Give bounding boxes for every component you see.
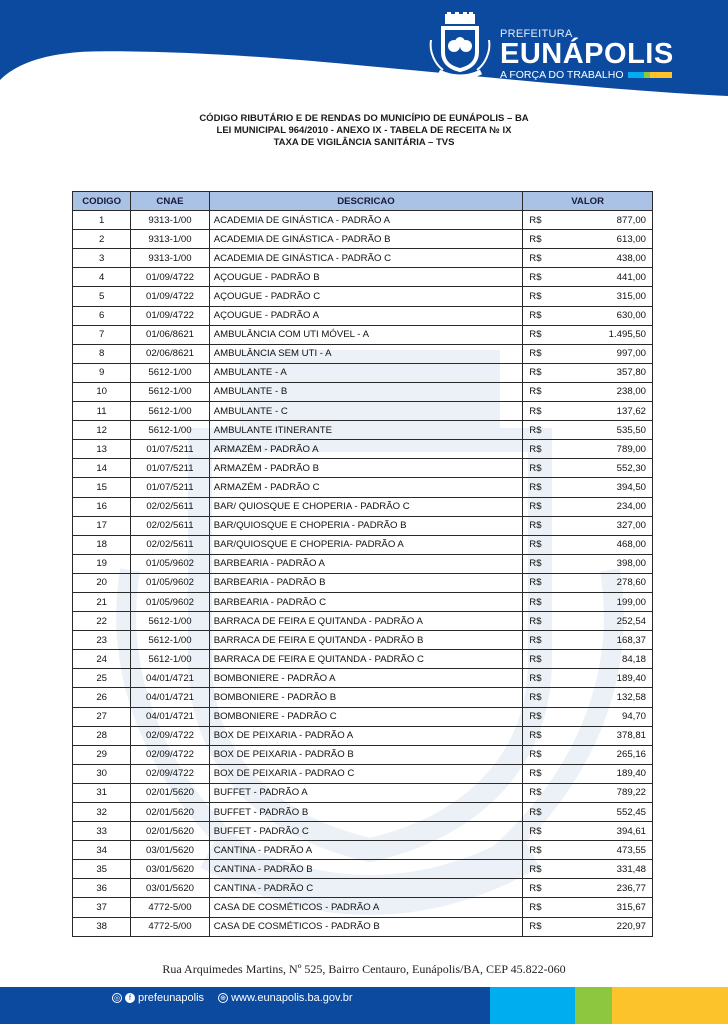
cell-descricao: BARRACA DE FEIRA E QUITANDA - PADRÃO B [209,631,523,650]
amount: 199,00 [616,596,646,608]
cell-valor [523,841,653,860]
cell-codigo: 19 [73,554,131,573]
cell-codigo: 23 [73,631,131,650]
cell-codigo: 24 [73,650,131,669]
table-body [73,211,653,937]
currency-symbol: R$ [529,291,542,303]
table-row [73,745,653,764]
amount: 278,60 [616,577,646,589]
table-row [73,497,653,516]
cell-cnae: 02/01/5620 [131,783,209,802]
cell-descricao: BARBEARIA - PADRÃO C [209,592,523,611]
footer-contacts [112,992,353,1004]
brand-color-bars [628,72,672,78]
cell-valor [523,669,653,688]
cell-codigo: 13 [73,440,131,459]
cell-valor [523,764,653,783]
table-row [73,211,653,230]
footer-cyan-band [490,987,575,1024]
cell-cnae: 01/05/9602 [131,554,209,573]
amount: 189,40 [616,672,646,684]
table-row [73,287,653,306]
cell-descricao: CASA DE COSMÉTICOS - PADRÃO A [209,898,523,917]
currency-symbol: R$ [529,386,542,398]
currency-symbol: R$ [529,329,542,341]
cell-codigo: 14 [73,459,131,478]
cell-cnae: 01/07/5211 [131,459,209,478]
cell-valor [523,650,653,669]
amount: 394,61 [616,825,646,837]
currency-symbol: R$ [529,577,542,589]
cell-codigo: 8 [73,344,131,363]
currency-symbol: R$ [529,214,542,226]
cell-codigo: 32 [73,803,131,822]
cell-codigo: 30 [73,764,131,783]
currency-symbol: R$ [529,271,542,283]
table-row [73,841,653,860]
brand-city-name: EUNÁPOLIS [500,38,674,70]
cell-codigo: 5 [73,287,131,306]
amount: 168,37 [616,634,646,646]
amount: 552,30 [616,462,646,474]
cell-descricao: AMBULÂNCIA SEM UTI - A [209,344,523,363]
footer-yellow-band [612,987,728,1024]
footer-address: Rua Arquimedes Martins, Nº 525, Bairro Centauro, Eunápolis/BA, CEP 45.822-060 [162,962,566,976]
column-header-descricao: DESCRICAO [209,192,523,211]
cell-valor [523,497,653,516]
table-row [73,822,653,841]
amount: 441,00 [616,271,646,283]
column-header-codigo: CODIGO [73,192,131,211]
cell-cnae: 04/01/4721 [131,688,209,707]
cell-cnae: 5612-1/00 [131,650,209,669]
cell-descricao: AÇOUGUE - PADRÃO A [209,306,523,325]
cell-cnae: 03/01/5620 [131,879,209,898]
table-row [73,230,653,249]
currency-symbol: R$ [529,768,542,780]
cell-valor [523,535,653,554]
cell-descricao: BAR/QUIOSQUE E CHOPERIA- PADRÃO A [209,535,523,554]
currency-symbol: R$ [529,825,542,837]
currency-symbol: R$ [529,749,542,761]
cell-descricao: ARMAZÉM - PADRÃO A [209,440,523,459]
currency-symbol: R$ [529,634,542,646]
cell-valor [523,726,653,745]
currency-symbol: R$ [529,367,542,379]
table-row [73,535,653,554]
table-row [73,459,653,478]
column-header-valor: VALOR [523,192,653,211]
cell-valor [523,344,653,363]
cell-descricao: BARBEARIA - PADRÃO B [209,573,523,592]
cell-cnae: 5612-1/00 [131,382,209,401]
cell-codigo: 6 [73,306,131,325]
cell-valor [523,306,653,325]
cell-descricao: ARMAZÉM - PADRÃO C [209,478,523,497]
cell-descricao: BUFFET - PADRÃO A [209,783,523,802]
table-row [73,268,653,287]
cell-cnae: 01/09/4722 [131,287,209,306]
cell-valor [523,898,653,917]
cell-codigo: 36 [73,879,131,898]
cell-codigo: 21 [73,592,131,611]
cell-cnae: 5612-1/00 [131,421,209,440]
amount: 238,00 [616,386,646,398]
cell-descricao: AMBULANTE - A [209,363,523,382]
cell-descricao: BOX DE PEIXARIA - PADRAO C [209,764,523,783]
amount: 220,97 [616,921,646,933]
table-row [73,592,653,611]
cell-valor [523,459,653,478]
currency-symbol: R$ [529,558,542,570]
cell-descricao: CASA DE COSMÉTICOS - PADRÃO B [209,917,523,936]
table-row [73,764,653,783]
table-row [73,573,653,592]
cell-codigo: 27 [73,707,131,726]
tvs-fee-table [72,191,653,937]
cell-descricao: BARBEARIA - PADRÃO A [209,554,523,573]
table-row [73,688,653,707]
table-row [73,440,653,459]
currency-symbol: R$ [529,806,542,818]
title-line-3: TAXA DE VIGILÂNCIA SANITÁRIA – TVS [273,137,455,148]
brand-block [500,28,674,82]
currency-symbol: R$ [529,863,542,875]
amount: 997,00 [616,348,646,360]
table-row [73,554,653,573]
cell-valor [523,822,653,841]
currency-symbol: R$ [529,348,542,360]
cell-codigo: 18 [73,535,131,554]
currency-symbol: R$ [529,233,542,245]
cell-valor [523,803,653,822]
cell-cnae: 02/09/4722 [131,726,209,745]
table-header-row [73,192,653,211]
cell-cnae: 03/01/5620 [131,860,209,879]
cell-codigo: 33 [73,822,131,841]
amount: 315,00 [616,291,646,303]
cell-codigo: 20 [73,573,131,592]
cell-codigo: 26 [73,688,131,707]
cell-codigo: 29 [73,745,131,764]
currency-symbol: R$ [529,615,542,627]
currency-symbol: R$ [529,462,542,474]
table-row [73,669,653,688]
table-row [73,898,653,917]
amount: 789,00 [616,443,646,455]
cell-valor [523,554,653,573]
cell-codigo: 7 [73,325,131,344]
cell-cnae: 02/01/5620 [131,822,209,841]
cell-valor [523,230,653,249]
cell-cnae: 02/09/4722 [131,745,209,764]
table-row [73,650,653,669]
amount: 1.495,50 [608,329,646,341]
amount: 137,62 [616,405,646,417]
amount: 613,00 [616,233,646,245]
amount: 236,77 [616,882,646,894]
amount: 189,40 [616,768,646,780]
cell-descricao: ACADEMIA DE GINÁSTICA - PADRÃO C [209,249,523,268]
cell-valor [523,478,653,497]
cell-cnae: 9313-1/00 [131,249,209,268]
cell-descricao: AMBULANTE - B [209,382,523,401]
amount: 315,67 [616,902,646,914]
cell-descricao: AMBULANTE - C [209,402,523,421]
cell-descricao: AMBULÂNCIA COM UTI MÓVEL - A [209,325,523,344]
cell-descricao: BUFFET - PADRÃO B [209,803,523,822]
amount: 789,22 [616,787,646,799]
cell-codigo: 15 [73,478,131,497]
cell-cnae: 01/07/5211 [131,440,209,459]
cell-codigo: 12 [73,421,131,440]
cell-cnae: 4772-5/00 [131,898,209,917]
cell-cnae: 01/06/8621 [131,325,209,344]
title-line-2: LEI MUNICIPAL 964/2010 - ANEXO IX - TABELA DE RECEITA № IX [216,125,512,136]
title-line-1: CÓDIGO RIBUTÁRIO E DE RENDAS DO MUNICÍPIO DE EUNÁPOLIS – BA [199,113,529,124]
cell-valor [523,860,653,879]
table-row [73,803,653,822]
cell-cnae: 01/09/4722 [131,306,209,325]
currency-symbol: R$ [529,501,542,513]
cell-valor [523,917,653,936]
cell-descricao: CANTINA - PADRÃO B [209,860,523,879]
cell-valor [523,783,653,802]
cell-codigo: 22 [73,612,131,631]
cell-descricao: ACADEMIA DE GINÁSTICA - PADRÃO B [209,230,523,249]
cell-cnae: 02/06/8621 [131,344,209,363]
cell-codigo: 9 [73,363,131,382]
cell-descricao: BAR/QUIOSQUE E CHOPERIA - PADRÃO B [209,516,523,535]
cell-valor [523,287,653,306]
cell-valor [523,363,653,382]
cell-valor [523,268,653,287]
currency-symbol: R$ [529,481,542,493]
cell-valor [523,745,653,764]
currency-symbol: R$ [529,539,542,551]
cell-cnae: 01/05/9602 [131,592,209,611]
cell-cnae: 9313-1/00 [131,211,209,230]
cell-cnae: 02/09/4722 [131,764,209,783]
cell-cnae: 02/02/5611 [131,516,209,535]
currency-symbol: R$ [529,730,542,742]
document-title [0,113,728,149]
cell-valor [523,592,653,611]
globe-icon: ⊕ [218,993,228,1003]
cell-valor [523,612,653,631]
cell-codigo: 10 [73,382,131,401]
table-row [73,306,653,325]
cell-valor [523,421,653,440]
cell-descricao: BOX DE PEIXARIA - PADRÃO A [209,726,523,745]
amount: 252,54 [616,615,646,627]
cell-valor [523,879,653,898]
amount: 535,50 [616,424,646,436]
table-row [73,363,653,382]
currency-symbol: R$ [529,882,542,894]
amount: 378,81 [616,730,646,742]
amount: 630,00 [616,310,646,322]
cell-descricao: BOMBONIERE - PADRÃO B [209,688,523,707]
amount: 357,80 [616,367,646,379]
cell-cnae: 5612-1/00 [131,402,209,421]
currency-symbol: R$ [529,711,542,723]
cell-cnae: 03/01/5620 [131,841,209,860]
cell-cnae: 01/07/5211 [131,478,209,497]
table-row [73,917,653,936]
cell-codigo: 34 [73,841,131,860]
footer-bar [0,987,728,1024]
currency-symbol: R$ [529,310,542,322]
amount: 394,50 [616,481,646,493]
table-row [73,860,653,879]
cell-valor [523,211,653,230]
table-row [73,421,653,440]
currency-symbol: R$ [529,405,542,417]
cell-descricao: BARRACA DE FEIRA E QUITANDA - PADRÃO A [209,612,523,631]
amount: 438,00 [616,252,646,264]
website-link[interactable]: www.eunapolis.ba.gov.br [231,992,353,1004]
currency-symbol: R$ [529,787,542,799]
cell-codigo: 35 [73,860,131,879]
cell-descricao: ARMAZÉM - PADRÃO B [209,459,523,478]
currency-symbol: R$ [529,443,542,455]
cell-valor [523,516,653,535]
amount: 473,55 [616,844,646,856]
social-handle[interactable]: prefeunapolis [138,992,205,1004]
amount: 552,45 [616,806,646,818]
currency-symbol: R$ [529,672,542,684]
cell-valor [523,707,653,726]
currency-symbol: R$ [529,844,542,856]
cell-descricao: BUFFET - PADRÃO C [209,822,523,841]
cell-cnae: 02/02/5611 [131,497,209,516]
cell-codigo: 17 [73,516,131,535]
cell-cnae: 9313-1/00 [131,230,209,249]
cell-valor [523,440,653,459]
cell-cnae: 01/05/9602 [131,573,209,592]
currency-symbol: R$ [529,252,542,264]
currency-symbol: R$ [529,691,542,703]
column-header-cnae: CNAE [131,192,209,211]
cell-cnae: 01/09/4722 [131,268,209,287]
amount: 132,58 [616,691,646,703]
cell-cnae: 5612-1/00 [131,631,209,650]
cell-codigo: 37 [73,898,131,917]
cell-descricao: BARRACA DE FEIRA E QUITANDA - PADRÃO C [209,650,523,669]
cell-codigo: 11 [73,402,131,421]
cell-codigo: 25 [73,669,131,688]
cell-descricao: CANTINA - PADRÃO C [209,879,523,898]
cell-descricao: AMBULANTE ITINERANTE [209,421,523,440]
cell-valor [523,631,653,650]
cell-valor [523,688,653,707]
cell-descricao: BOMBONIERE - PADRÃO C [209,707,523,726]
cell-codigo: 1 [73,211,131,230]
cell-descricao: AÇOUGUE - PADRÃO C [209,287,523,306]
cell-cnae: 04/01/4721 [131,669,209,688]
amount: 265,16 [616,749,646,761]
table-row [73,478,653,497]
table-row [73,631,653,650]
brand-slogan-row [500,68,674,82]
cell-valor [523,402,653,421]
table-row [73,726,653,745]
currency-symbol: R$ [529,921,542,933]
cell-valor [523,325,653,344]
amount: 398,00 [616,558,646,570]
amount: 877,00 [616,214,646,226]
cell-valor [523,249,653,268]
instagram-icon[interactable]: ◎ [113,995,121,1002]
footer-blue-band [0,987,490,1024]
currency-symbol: R$ [529,902,542,914]
cell-codigo: 16 [73,497,131,516]
facebook-icon[interactable]: f [125,993,135,1003]
currency-symbol: R$ [529,596,542,608]
cell-descricao: CANTINA - PADRÃO A [209,841,523,860]
cell-cnae: 5612-1/00 [131,612,209,631]
amount: 327,00 [616,520,646,532]
table-row [73,879,653,898]
cell-descricao: ACADEMIA DE GINÁSTICA - PADRÃO A [209,211,523,230]
cell-codigo: 3 [73,249,131,268]
cell-codigo: 38 [73,917,131,936]
currency-symbol: R$ [529,653,542,665]
amount: 468,00 [616,539,646,551]
cell-cnae: 02/02/5611 [131,535,209,554]
table-row [73,249,653,268]
brand-prefix: PREFEITURA [500,28,573,40]
cell-valor [523,382,653,401]
table-row [73,344,653,363]
table-row [73,707,653,726]
cell-descricao: BOX DE PEIXARIA - PADRÃO B [209,745,523,764]
coat-of-arms-logo [425,12,495,84]
footer-green-band [575,987,612,1024]
cell-cnae: 02/01/5620 [131,803,209,822]
cell-codigo: 31 [73,783,131,802]
cell-cnae: 5612-1/00 [131,363,209,382]
table-row [73,783,653,802]
brand-slogan: A FORÇA DO TRABALHO [500,69,624,81]
cell-codigo: 2 [73,230,131,249]
currency-symbol: R$ [529,520,542,532]
cell-codigo: 4 [73,268,131,287]
cell-descricao: AÇOUGUE - PADRÃO B [209,268,523,287]
cell-codigo: 28 [73,726,131,745]
cell-descricao: BAR/ QUIOSQUE E CHOPERIA - PADRÃO C [209,497,523,516]
table-row [73,612,653,631]
table-row [73,382,653,401]
cell-descricao: BOMBONIERE - PADRÃO A [209,669,523,688]
amount: 234,00 [616,501,646,513]
amount: 331,48 [616,863,646,875]
cell-valor [523,573,653,592]
cell-cnae: 4772-5/00 [131,917,209,936]
currency-symbol: R$ [529,424,542,436]
table-row [73,516,653,535]
cell-cnae: 04/01/4721 [131,707,209,726]
amount: 84,18 [621,653,646,665]
amount: 94,70 [621,711,646,723]
table-row [73,325,653,344]
table-row [73,402,653,421]
